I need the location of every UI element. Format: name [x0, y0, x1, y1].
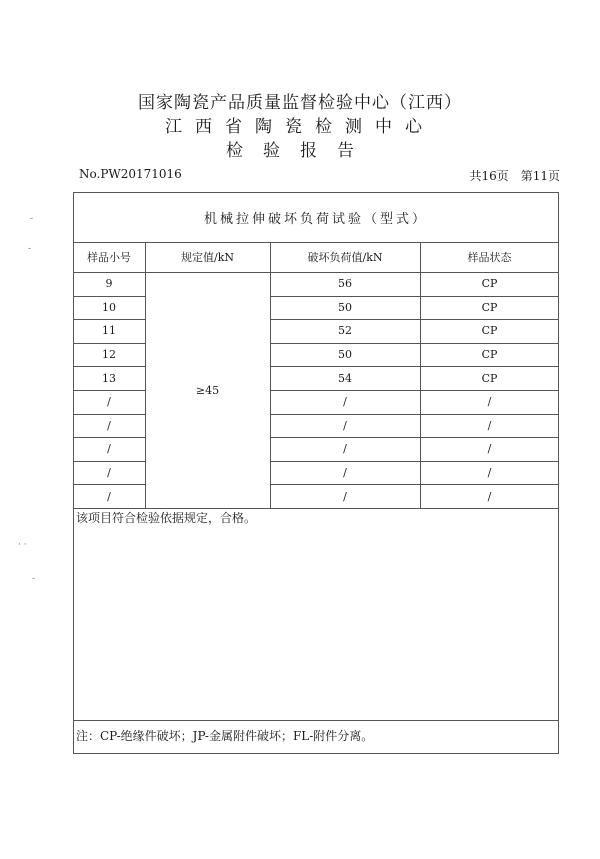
failing-load-cell: 54 — [338, 371, 352, 385]
report-number: No.PW20171016 — [79, 167, 182, 181]
report-title: 检验报告 — [226, 141, 374, 161]
conclusion-text: 该项目符合检验依据规定，合格。 — [76, 511, 257, 525]
sample-number-cell: 10 — [102, 300, 116, 314]
page-info: 共16页 第11页 — [469, 169, 560, 183]
column-header: 样品小号 — [87, 251, 131, 264]
footnote: 注：CP-绝缘件破坏；JP-金属附件破坏；FL-附件分离。 — [76, 729, 374, 743]
sample-number-cell: 9 — [105, 277, 113, 291]
sample-state-cell: CP — [481, 371, 498, 385]
spec-value-cell: ≥45 — [195, 383, 220, 397]
sample-number-cell: 12 — [102, 348, 116, 362]
failing-load-cell: 56 — [338, 277, 352, 291]
column-header: 样品状态 — [467, 251, 512, 264]
sample-number-cell: 11 — [102, 324, 116, 338]
scan-mark: - — [32, 574, 36, 584]
failing-load-cell: 50 — [338, 348, 352, 362]
scan-mark: - — [28, 244, 32, 254]
failing-load-cell: / — [343, 395, 347, 409]
sample-number-cell: / — [107, 489, 111, 503]
center-name: 江西省陶瓷检测中心 — [165, 117, 435, 137]
sample-state-cell: / — [487, 442, 492, 456]
sample-state-cell: CP — [481, 277, 498, 291]
column-header: 破坏负荷值/kN — [307, 251, 383, 264]
failing-load-cell: 52 — [338, 324, 352, 338]
scan-mark: - — [30, 214, 34, 224]
sample-number-cell: / — [107, 466, 111, 480]
sample-state-cell: CP — [481, 300, 498, 314]
sample-state-cell: / — [487, 418, 492, 432]
sample-number-cell: / — [107, 418, 111, 432]
table-title: 机械拉伸破坏负荷试验（型式） — [203, 211, 428, 227]
institution-name: 国家陶瓷产品质量监督检验中心（江西） — [138, 93, 462, 113]
sample-state-cell: / — [487, 489, 492, 503]
sample-state-cell: / — [487, 466, 492, 480]
sample-state-cell: CP — [481, 348, 498, 362]
sample-number-cell: / — [107, 442, 111, 456]
failing-load-cell: / — [343, 442, 347, 456]
column-header: 规定值/kN — [181, 251, 234, 264]
failing-load-cell: 50 — [338, 300, 352, 314]
sample-state-cell: CP — [481, 324, 498, 338]
note-separator — [73, 720, 559, 721]
sample-state-cell: / — [487, 395, 492, 409]
failing-load-cell: / — [343, 489, 347, 503]
failing-load-cell: / — [343, 466, 347, 480]
sample-number-cell: 13 — [102, 371, 116, 385]
scan-mark: · · — [18, 540, 27, 550]
sample-number-cell: / — [107, 395, 111, 409]
failing-load-cell: / — [343, 418, 347, 432]
